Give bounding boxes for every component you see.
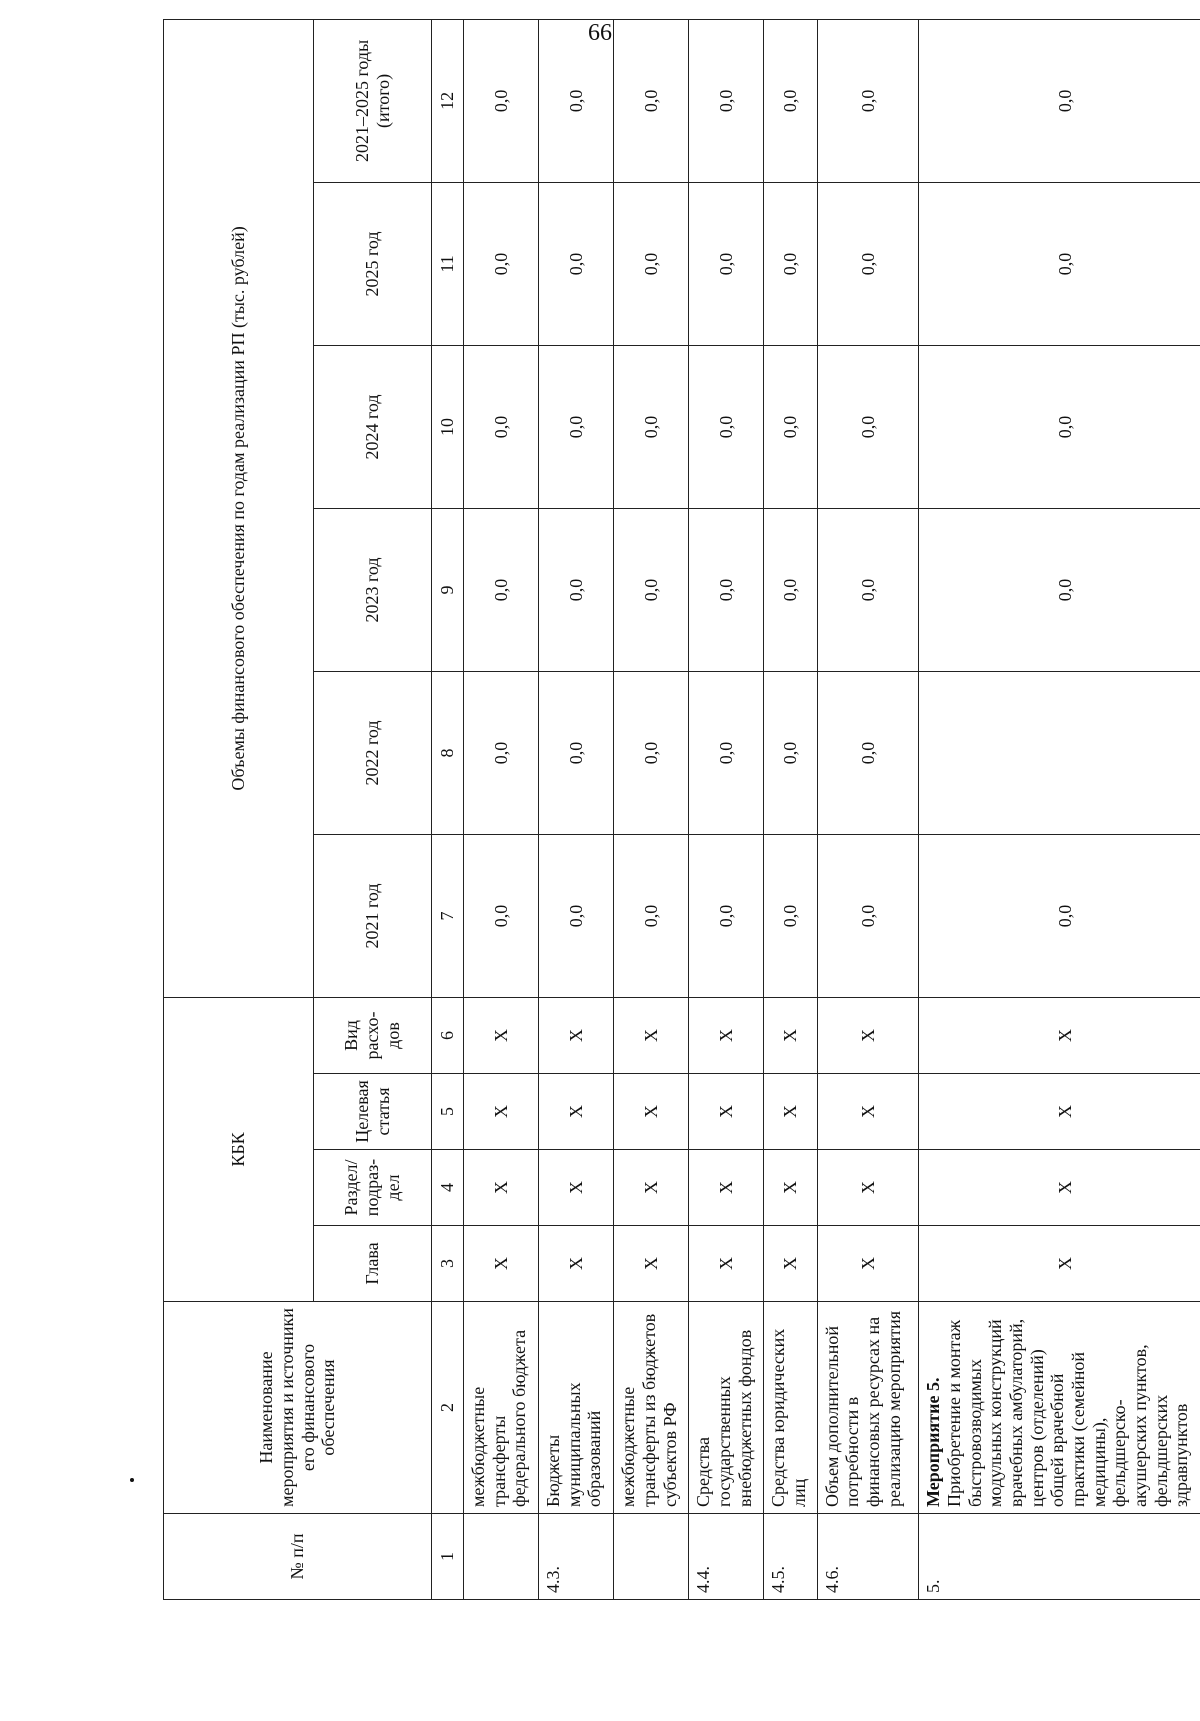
value-cell: 0,0 <box>764 182 817 345</box>
value-cell: 0,0 <box>689 19 764 182</box>
row-num: 4.6. <box>817 1514 918 1600</box>
column-number: 5 <box>432 1074 464 1150</box>
kbk-cell: X <box>689 997 764 1073</box>
column-number: 1 <box>432 1514 464 1600</box>
value-cell: 0,0 <box>614 834 689 997</box>
row-num <box>614 1514 689 1600</box>
value-cell: 0,0 <box>764 345 817 508</box>
table-row <box>614 19 689 1599</box>
kbk-cell: X <box>689 1150 764 1226</box>
value-cell: 0,0 <box>689 508 764 671</box>
value-cell: 0,0 <box>464 182 539 345</box>
table-row <box>539 19 614 1599</box>
financing-table <box>163 19 1200 1600</box>
value-cell: 0,0 <box>539 508 614 671</box>
kbk-cell: X <box>817 997 918 1073</box>
kbk-cell: X <box>539 997 614 1073</box>
value-cell: 0,0 <box>919 182 1200 345</box>
column-number: 7 <box>432 834 464 997</box>
kbk-cell: X <box>464 1150 539 1226</box>
row-name: Объем дополнительной потребности в финансовых ресурсах на реализацию мероприятия <box>817 1302 918 1514</box>
value-cell: 0,0 <box>919 19 1200 182</box>
column-number-row <box>432 19 464 1599</box>
header-year-2025: 2025 год <box>314 182 432 345</box>
rotated-table-container <box>163 20 1200 1600</box>
kbk-cell: X <box>764 1074 817 1150</box>
kbk-cell: X <box>464 1074 539 1150</box>
value-cell: 0,0 <box>614 508 689 671</box>
column-number: 11 <box>432 182 464 345</box>
column-number: 6 <box>432 997 464 1073</box>
kbk-cell: X <box>614 1150 689 1226</box>
kbk-cell: X <box>764 997 817 1073</box>
kbk-cell: X <box>539 1150 614 1226</box>
value-cell: 0,0 <box>817 345 918 508</box>
value-cell: 0,0 <box>817 671 918 834</box>
table-row <box>817 19 918 1599</box>
value-cell: 0,0 <box>464 508 539 671</box>
row-num <box>464 1514 539 1600</box>
value-cell: 0,0 <box>464 834 539 997</box>
value-cell: 0,0 <box>817 182 918 345</box>
value-cell: 0,0 <box>539 834 614 997</box>
value-cell: 0,0 <box>689 834 764 997</box>
header-kbk-vid: Вид расхо- дов <box>314 997 432 1073</box>
kbk-cell: X <box>464 997 539 1073</box>
kbk-cell: X <box>764 1150 817 1226</box>
header-kbk-glava: Глава <box>314 1226 432 1302</box>
column-number: 8 <box>432 671 464 834</box>
kbk-cell: X <box>539 1074 614 1150</box>
header-year-2021: 2021 год <box>314 834 432 997</box>
value-cell: 0,0 <box>817 508 918 671</box>
table-row <box>689 19 764 1599</box>
value-cell: 0,0 <box>614 671 689 834</box>
value-cell: 0,0 <box>689 182 764 345</box>
table-row <box>764 19 817 1599</box>
page-number: 66 <box>588 20 612 46</box>
column-number: 10 <box>432 345 464 508</box>
kbk-cell: X <box>614 1226 689 1302</box>
value-cell: 0,0 <box>919 508 1200 671</box>
row-num: 4.4. <box>689 1514 764 1600</box>
value-cell: 0,0 <box>919 345 1200 508</box>
column-number: 3 <box>432 1226 464 1302</box>
value-cell: 0,0 <box>764 834 817 997</box>
kbk-cell: X <box>817 1226 918 1302</box>
value-cell: 0,0 <box>689 671 764 834</box>
value-cell: 0,0 <box>764 671 817 834</box>
column-number: 12 <box>432 19 464 182</box>
value-cell: 0,0 <box>689 345 764 508</box>
kbk-cell: X <box>539 1226 614 1302</box>
kbk-cell: X <box>689 1074 764 1150</box>
row-name: Средства государственных внебюджетных фондов <box>689 1302 764 1514</box>
value-cell: 0,0 <box>614 182 689 345</box>
header-year-2022: 2022 год <box>314 671 432 834</box>
value-cell: 0,0 <box>817 834 918 997</box>
value-cell: 0,0 <box>817 19 918 182</box>
value-cell: 0,0 <box>539 182 614 345</box>
kbk-cell: X <box>689 1226 764 1302</box>
header-year-2023: 2023 год <box>314 508 432 671</box>
header-name: Наименование мероприятия и источники его финансового обеспечения <box>164 1302 432 1514</box>
column-number: 9 <box>432 508 464 671</box>
kbk-cell: X <box>764 1226 817 1302</box>
value-cell: 0,0 <box>464 19 539 182</box>
row-num: 4.3. <box>539 1514 614 1600</box>
event-5-text: Приобретение и монтаж быстровозводимых модульных конструкций врачебных амбулаторий, центров (отделений) общей врачебной практики (семейной медицины), фельдшерско-акушерских пунктов, фельдшерских здравпунктов <box>943 1318 1192 1507</box>
event-5-title: Мероприятие 5. <box>923 1377 944 1507</box>
header-kbk-celevaya: Целевая статья <box>314 1074 432 1150</box>
value-cell <box>919 671 1200 834</box>
kbk-cell: X <box>919 1150 1200 1226</box>
row-num: 5. <box>919 1514 1200 1600</box>
value-cell: 0,0 <box>539 19 614 182</box>
header-year-total: 2021–2025 годы (итого) <box>314 19 432 182</box>
header-financing: Объемы финансового обеспечения по годам реализации РП (тыс. рублей) <box>164 19 314 997</box>
row-name: межбюджетные трансферты федерального бюджета <box>464 1302 539 1514</box>
header-kbk: КБК <box>164 997 314 1301</box>
column-number: 2 <box>432 1302 464 1514</box>
row-name: Бюджеты муниципальных образований <box>539 1302 614 1514</box>
value-cell: 0,0 <box>464 345 539 508</box>
header-num: № п/п <box>164 1514 432 1600</box>
column-number: 4 <box>432 1150 464 1226</box>
kbk-cell: X <box>919 997 1200 1073</box>
stray-dot <box>130 1478 134 1482</box>
kbk-cell: X <box>817 1074 918 1150</box>
kbk-cell: X <box>919 1226 1200 1302</box>
header-year-2024: 2024 год <box>314 345 432 508</box>
value-cell: 0,0 <box>614 345 689 508</box>
kbk-cell: X <box>614 997 689 1073</box>
value-cell: 0,0 <box>539 671 614 834</box>
table-row <box>464 19 539 1599</box>
kbk-cell: X <box>919 1074 1200 1150</box>
row-num: 4.5. <box>764 1514 817 1600</box>
kbk-cell: X <box>464 1226 539 1302</box>
kbk-cell: X <box>817 1150 918 1226</box>
value-cell: 0,0 <box>764 19 817 182</box>
header-kbk-razdel: Раздел/ подраз- дел <box>314 1150 432 1226</box>
value-cell: 0,0 <box>614 19 689 182</box>
event-5-name <box>919 1302 1200 1514</box>
value-cell: 0,0 <box>919 834 1200 997</box>
value-cell: 0,0 <box>464 671 539 834</box>
value-cell: 0,0 <box>539 345 614 508</box>
value-cell: 0,0 <box>764 508 817 671</box>
row-name: межбюджетные трансферты из бюджетов субъектов РФ <box>614 1302 689 1514</box>
table-row-event-5 <box>919 19 1200 1599</box>
kbk-cell: X <box>614 1074 689 1150</box>
row-name: Средства юридических лиц <box>764 1302 817 1514</box>
